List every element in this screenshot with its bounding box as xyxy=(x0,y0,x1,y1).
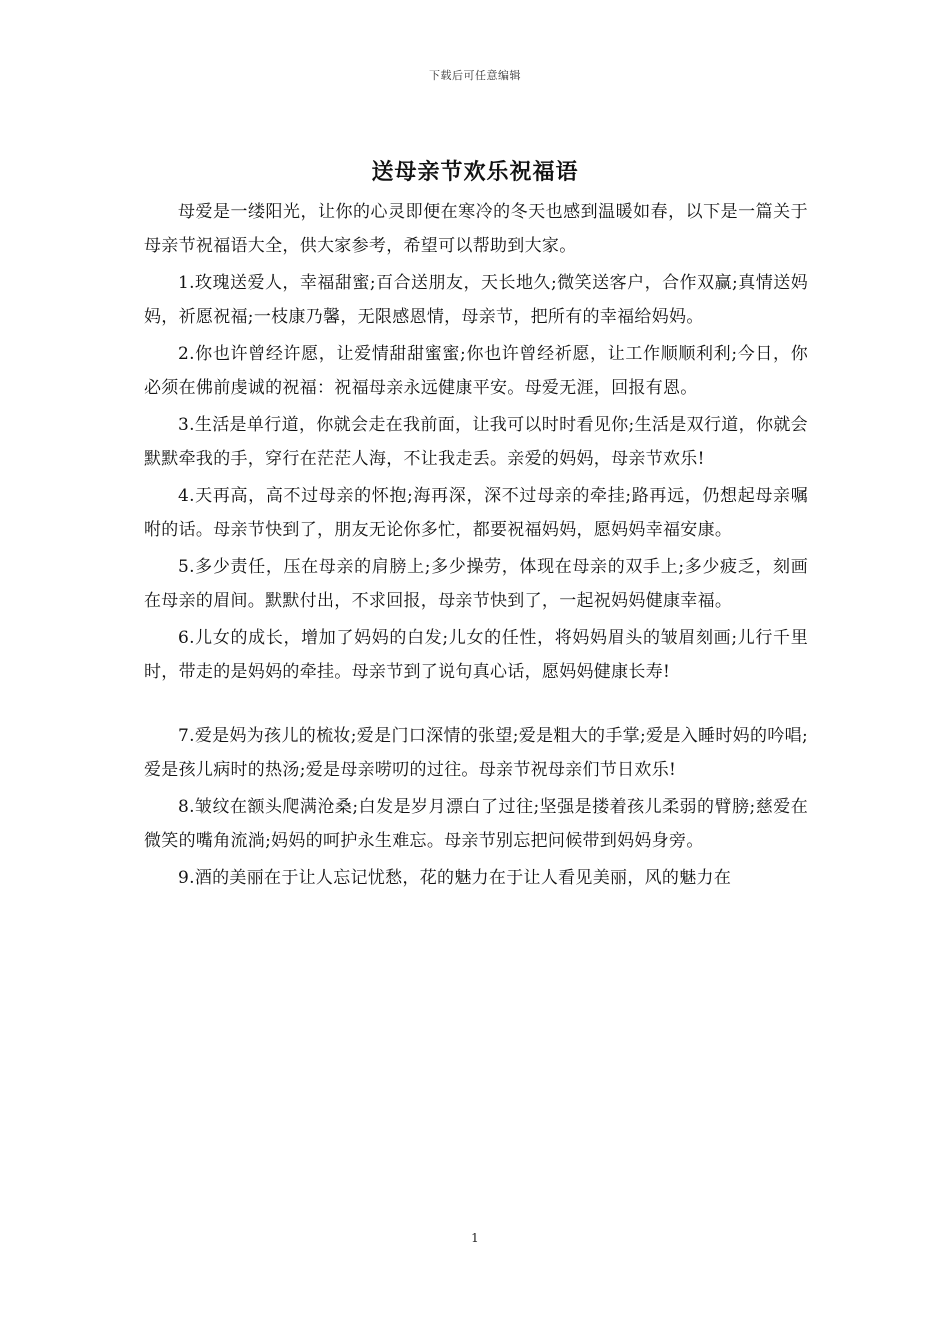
intro-paragraph: 母爱是一缕阳光，让你的心灵即便在寒冷的冬天也感到温暖如春，以下是一篇关于母亲节祝福语大全，供大家参考，希望可以帮助到大家。 xyxy=(144,202,808,256)
paragraph-9: 9.酒的美丽在于让人忘记忧愁，花的魅力在于让人看见美丽，风的魅力在 xyxy=(178,868,732,888)
paragraph-1: 1.玫瑰送爱人，幸福甜蜜;百合送朋友，天长地久;微笑送客户，合作双赢;真情送妈妈，祈愿祝福;一枝康乃馨，无限感恩情，母亲节，把所有的幸福给妈妈。 xyxy=(144,273,808,327)
document-body xyxy=(144,196,808,900)
paragraph-3: 3.生活是单行道，你就会走在我前面，让我可以时时看见你;生活是双行道，你就会默默牵我的手，穿行在茫茫人海，不让我走丢。亲爱的妈妈，母亲节欢乐! xyxy=(144,415,808,469)
blank-line xyxy=(144,693,808,720)
paragraph-2: 2.你也许曾经许愿，让爱情甜甜蜜蜜;你也许曾经祈愿，让工作顺顺利利;今日，你必须在佛前虔诚的祝福：祝福母亲永远健康平安。母爱无涯，回报有恩。 xyxy=(144,344,808,398)
paragraph-5: 5.多少责任，压在母亲的肩膀上;多少操劳，体现在母亲的双手上;多少疲乏，刻画在母亲的眉间。默默付出，不求回报，母亲节快到了，一起祝妈妈健康幸福。 xyxy=(144,557,808,611)
paragraph-7: 7.爱是妈为孩儿的梳妆;爱是门口深情的张望;爱是粗大的手掌;爱是入睡时妈的吟唱;爱是孩儿病时的热汤;爱是母亲唠叨的过往。母亲节祝母亲们节日欢乐! xyxy=(144,726,808,780)
paragraph-4: 4.天再高，高不过母亲的怀抱;海再深，深不过母亲的牵挂;路再远，仍想起母亲嘱咐的话。母亲节快到了，朋友无论你多忙，都要祝福妈妈，愿妈妈幸福安康。 xyxy=(144,486,808,540)
page-number: 1 xyxy=(471,1231,479,1245)
paragraph-6: 6.儿女的成长，增加了妈妈的白发;儿女的任性，将妈妈眉头的皱眉刻画;儿行千里时，带走的是妈妈的牵挂。母亲节到了说句真心话，愿妈妈健康长寿! xyxy=(144,628,808,682)
document-title: 送母亲节欢乐祝福语 xyxy=(371,159,579,185)
paragraph-8: 8.皱纹在额头爬满沧桑;白发是岁月漂白了过往;坚强是搂着孩儿柔弱的臂膀;慈爱在微笑的嘴角流淌;妈妈的呵护永生难忘。母亲节别忘把问候带到妈妈身旁。 xyxy=(144,797,808,851)
header-note: 下载后可任意编辑 xyxy=(429,69,521,82)
